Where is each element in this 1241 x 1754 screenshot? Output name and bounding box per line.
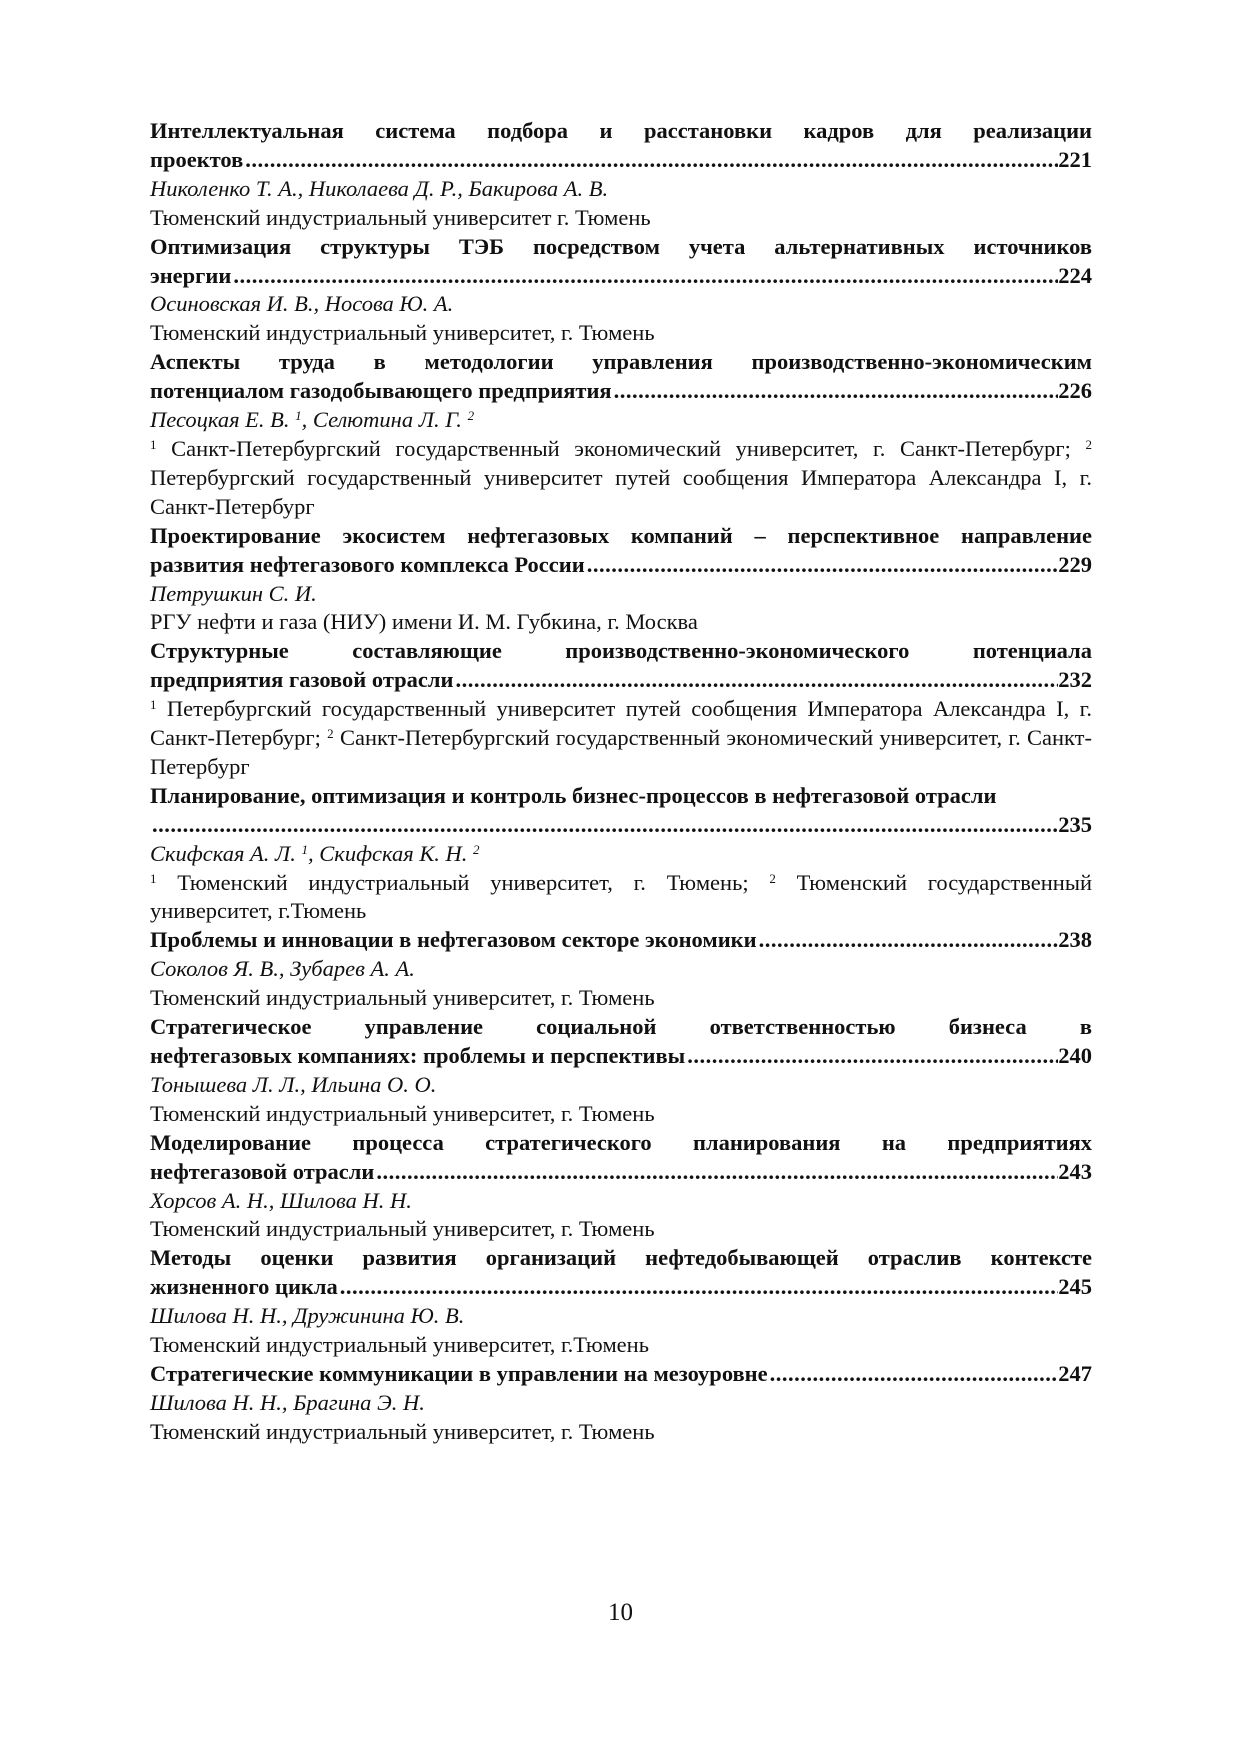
entry-page-number: 235 [1058, 811, 1092, 837]
entry-affiliation [150, 695, 1092, 782]
footnote-marker: 2 [769, 870, 776, 886]
footnote-marker: 1 [295, 408, 302, 424]
entry-title: Структурные составляющие производственно-экономического потенциала [150, 638, 1092, 664]
footnote-marker: 1 [150, 870, 157, 886]
footnote-marker: 1 [150, 697, 157, 713]
entry-title-end: Проблемы и инновации в нефтегазовом секторе экономики [150, 927, 757, 953]
entry-title-end: Стратегические коммуникации в управлении на мезоуровне [150, 1360, 768, 1386]
footnote-marker: 1 [150, 436, 157, 452]
entry-title: Интеллектуальная система подбора и расстановки кадров для реализации [150, 118, 1092, 143]
footnote-marker: 2 [473, 841, 480, 857]
toc-entry [150, 348, 1092, 521]
entry-title-last-line [150, 377, 1092, 406]
toc-entry [150, 233, 1092, 349]
entry-authors [150, 406, 1092, 435]
entry-title: Методы оценки развития организаций нефтедобывающей отраслив контексте [150, 1245, 1092, 1271]
dot-leader [585, 551, 1059, 580]
entry-affiliation: Тюменский индустриальный университет, г. Тюмень [150, 320, 655, 346]
entry-authors: Шилова Н. Н., Дружинина Ю. В. [150, 1303, 465, 1329]
toc-entry [150, 1244, 1092, 1360]
entry-title-end: энергии [150, 262, 232, 288]
dot-leader [374, 1158, 1058, 1187]
entry-title-last-line [150, 1360, 1092, 1389]
affiliation-text: Тюменский индустриальный университет, г. Тюмень; [156, 869, 770, 895]
entry-affiliation: Тюменский индустриальный университет, г. Тюмень [150, 1216, 655, 1242]
toc-entry [150, 522, 1092, 638]
author-name: , Селютина Л. Г. [301, 407, 462, 433]
dot-leader [243, 146, 1058, 175]
entry-title: Стратегическое управление социальной ответственностью бизнеса в [150, 1014, 1092, 1040]
entry-title-last-line [150, 146, 1092, 175]
entry-title-end: развития нефтегазового комплекса России [150, 551, 585, 577]
dot-leader [685, 1042, 1058, 1071]
toc-entry [150, 637, 1092, 782]
entry-title-end: нефтегазовых компаниях: проблемы и перспективы [150, 1043, 686, 1068]
toc-entry [150, 1013, 1092, 1129]
entry-page-number: 221 [1058, 146, 1092, 172]
toc-entry [150, 1129, 1092, 1245]
affiliation-text: Санкт-Петербургский государственный экономический университет, г. Санкт-Петербург; [156, 435, 1086, 461]
entry-title-end: нефтегазовой отрасли [150, 1158, 375, 1184]
entry-title: Оптимизация структуры ТЭБ посредством учета альтернативных источников [150, 233, 1092, 259]
entry-title-end: жизненного цикла [150, 1274, 338, 1300]
entry-title: Планирование, оптимизация и контроль бизнес-процессов в нефтегазовой отрасли [150, 782, 997, 808]
entry-authors: Соколов Я. В., Зубарев А. А. [150, 956, 415, 982]
entry-authors: Шилова Н. Н., Брагина Э. Н. [150, 1389, 425, 1415]
entry-title-end: потенциалом газодобывающего предприятия [150, 378, 612, 404]
affiliation-text: Петербургский государственный университет путей сообщения Императора Александра I, г. Санкт-Петербург; [150, 696, 1092, 751]
entry-title-end: предприятия газовой отрасли [150, 667, 454, 693]
entry-affiliation: Тюменский индустриальный университет, г. Тюмень [150, 1418, 655, 1444]
entry-page-number: 247 [1058, 1360, 1092, 1386]
footnote-marker: 1 [301, 841, 309, 857]
entry-title-last-line [150, 1273, 1092, 1302]
entry-affiliation: Тюменский индустриальный университет, г.Тюмень [150, 1332, 649, 1358]
dot-leader [338, 1273, 1059, 1302]
entry-page-number: 226 [1058, 378, 1092, 404]
page-number: 10 [608, 1599, 633, 1626]
entry-title-last-line [150, 262, 1092, 291]
entry-authors: Николенко Т. А., Николаева Д. Р., Бакирова А. В. [150, 175, 609, 201]
entry-title-end: проектов [150, 146, 244, 172]
entry-affiliation: РГУ нефти и газа (НИУ) имени И. М. Губкина, г. Москва [150, 609, 698, 635]
entry-page-number: 229 [1058, 551, 1092, 577]
entry-authors [150, 840, 1092, 869]
author-name: , Скифская К. Н. [308, 840, 468, 866]
entry-affiliation [150, 869, 1092, 927]
toc-entry [150, 926, 1092, 1013]
entry-authors: Петрушкин С. И. [150, 580, 317, 606]
entry-authors: Хорсов А. Н., Шилова Н. Н. [150, 1187, 412, 1213]
toc-entry [150, 1360, 1092, 1447]
entry-title-last-line [150, 1158, 1092, 1187]
entry-title-last-line [150, 926, 1092, 955]
dot-leader [757, 926, 1059, 955]
dot-leader [612, 377, 1059, 406]
dot-leader [231, 262, 1058, 291]
table-of-contents [150, 117, 1092, 1447]
affiliation-text: Тюменский государственный университет, г.Тюмень [150, 869, 1092, 924]
entry-authors: Осиновская И. В., Носова Ю. А. [150, 291, 454, 317]
entry-page-number: 243 [1058, 1158, 1092, 1184]
author-name: Скифская А. Л. [150, 840, 296, 866]
dot-leader [150, 811, 1058, 840]
toc-entry [150, 117, 1092, 233]
entry-title-last-line [150, 666, 1092, 695]
footnote-marker: 2 [467, 408, 475, 424]
entry-title: Моделирование процесса стратегического планирования на предприятиях [150, 1129, 1092, 1155]
entry-title: Проектирование экосистем нефтегазовых компаний – перспективное направление [150, 522, 1092, 548]
entry-page-number: 232 [1058, 667, 1092, 693]
entry-page-number: 238 [1058, 927, 1092, 953]
entry-page-number: 224 [1058, 262, 1092, 288]
dot-leader [768, 1360, 1059, 1389]
entry-page-number: 245 [1058, 1274, 1092, 1300]
entry-page-number: 240 [1058, 1043, 1092, 1068]
footnote-marker: 2 [327, 726, 334, 742]
entry-title-last-line [150, 1042, 1092, 1071]
entry-title-last-line [150, 551, 1092, 580]
toc-entry [150, 782, 1092, 927]
affiliation-text: Санкт-Петербургский государственный экономический университет, г. Санкт-Петербург [150, 725, 1092, 779]
dot-leader [454, 666, 1059, 695]
entry-affiliation: Тюменский индустриальный университет, г. Тюмень [150, 1100, 655, 1126]
entry-authors: Тонышева Л. Л., Ильина О. О. [150, 1071, 437, 1097]
footnote-marker: 2 [1085, 436, 1092, 452]
entry-affiliation: Тюменский индустриальный университет, г. Тюмень [150, 985, 655, 1011]
entry-affiliation: Тюменский индустриальный университет г. Тюмень [150, 204, 651, 230]
entry-title: Аспекты труда в методологии управления производственно-экономическим [150, 349, 1092, 375]
entry-title-last-line [150, 811, 1092, 840]
entry-affiliation [150, 435, 1092, 522]
affiliation-text: Петербургский государственный университет путей сообщения Императора Александра I, г. Санкт-Петербург [150, 464, 1092, 519]
author-name: Песоцкая Е. В. [150, 407, 290, 433]
